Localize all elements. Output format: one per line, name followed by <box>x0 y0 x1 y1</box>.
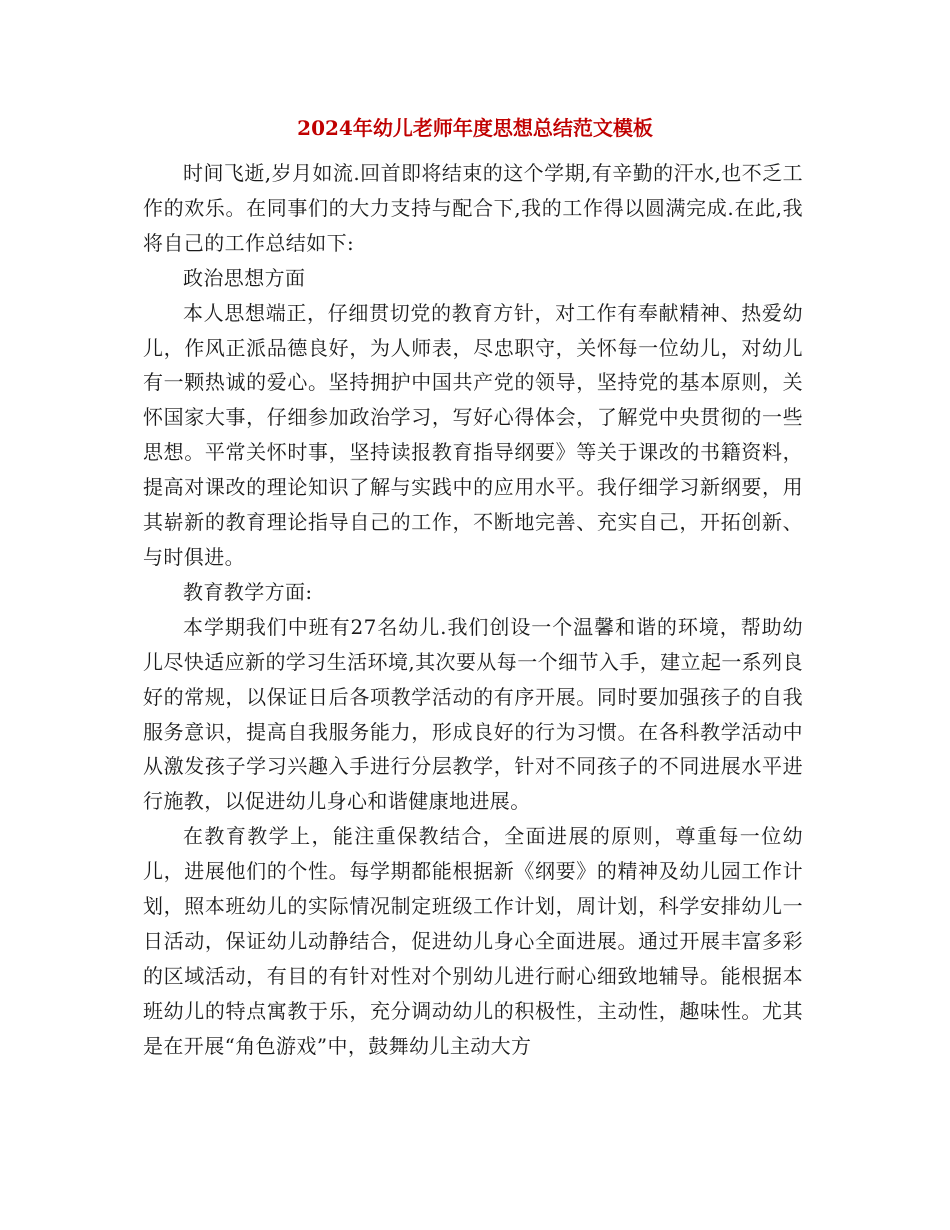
teaching-paragraph-1: 本学期我们中班有27名幼儿.我们创设一个温馨和谐的环境，帮助幼儿尽快适应新的学习生活环境,其次要从每一个细节入手，建立起一系列良好的常规，以保证日后各项教学活动的有序开展。同时要加强孩子的自我服务意识，提高自我服务能力，形成良好的行为习惯。在各科教学活动中从激发孩子学习兴趣入手进行分层教学，针对不同孩子的不同进展水平进行施教，以促进幼儿身心和谐健康地进展。 <box>143 614 803 814</box>
section-heading-teaching: 教育教学方面: <box>183 579 313 604</box>
document-title: 2024年幼儿老师年度思想总结范文模板 <box>297 116 653 140</box>
intro-paragraph: 时间飞逝,岁月如流.回首即将结束的这个学期,有辛勤的汗水,也不乏工作的欢乐。在同事们的大力支持与配合下,我的工作得以圆满完成.在此,我将自己的工作总结如下: <box>143 161 803 255</box>
politics-paragraph: 本人思想端正，仔细贯切党的教育方针，对工作有奉献精神、热爱幼儿，作风正派品德良好，为人师表，尽忠职守，关怀每一位幼儿，对幼儿有一颗热诚的爱心。坚持拥护中国共产党的领导，坚持党的基本原则，关怀国家大事，仔细参加政治学习，写好心得体会，了解党中央贯彻的一些思想。平常关怀时事，坚持读报教育指导纲要》等关于课改的书籍资料，提高对课改的理论知识了解与实践中的应用水平。我仔细学习新纲要，用其崭新的教育理论指导自己的工作，不断地完善、充实自己，开拓创新、与时俱进。 <box>143 300 803 569</box>
document-body <box>143 156 803 1064</box>
teaching-paragraph-2: 在教育教学上，能注重保教结合，全面进展的原则，尊重每一位幼儿，进展他们的个性。每学期都能根据新《纲要》的精神及幼儿园工作计划，照本班幼儿的实际情况制定班级工作计划，周计划，科学安排幼儿一日活动，保证幼儿动静结合，促进幼儿身心全面进展。通过开展丰富多彩的区域活动，有目的有针对性对个别幼儿进行耐心细致地辅导。能根据本班幼儿的特点寓教于乐，充分调动幼儿的积极性，主动性，趣味性。尤其是在开展“角色游戏”中，鼓舞幼儿主动大方 <box>143 824 803 1058</box>
section-heading-politics: 政治思想方面 <box>183 265 306 290</box>
